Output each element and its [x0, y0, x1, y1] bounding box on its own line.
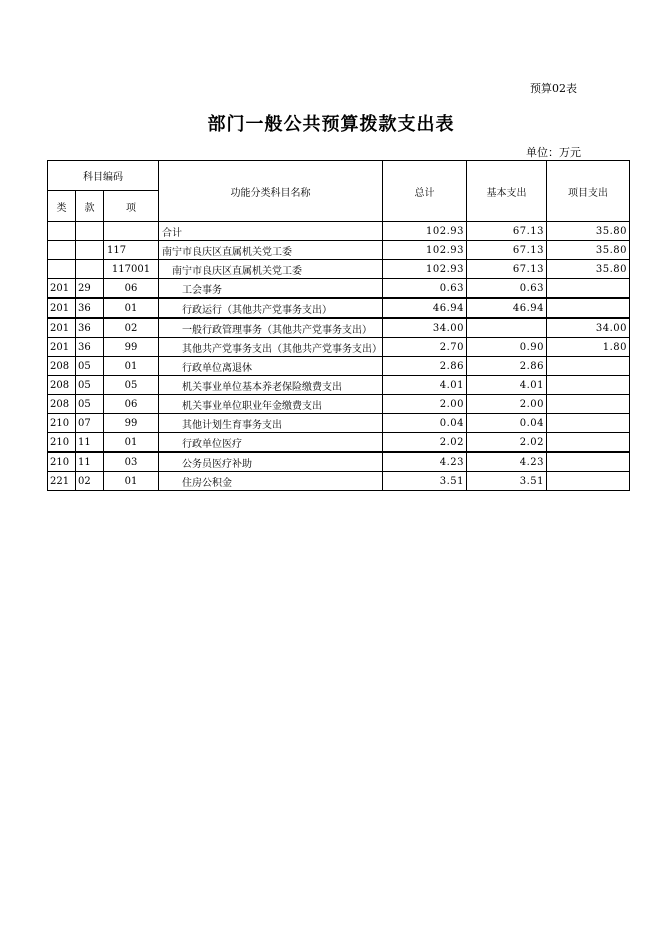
cell-total: 46.94 [383, 298, 467, 318]
cell-xiang: 117001 [104, 260, 159, 279]
cell-project [547, 357, 630, 376]
cell-xiang: 03 [104, 452, 159, 472]
cell-total: 2.86 [383, 357, 467, 376]
table-row [48, 414, 630, 433]
cell-total: 34.00 [383, 318, 467, 338]
cell-kuan: 05 [76, 395, 104, 414]
table-row [48, 241, 630, 260]
cell-lei: 201 [48, 318, 76, 338]
cell-total: 2.70 [383, 338, 467, 357]
page-title: 部门一般公共预算拨款支出表 [207, 114, 455, 135]
cell-basic: 4.23 [467, 452, 547, 472]
table-row [48, 376, 630, 395]
cell-total: 4.23 [383, 452, 467, 472]
cell-name: 一般行政管理事务（其他共产党事务支出） [159, 318, 383, 338]
cell-name: 合计 [159, 222, 383, 241]
cell-basic [467, 318, 547, 338]
cell-xiang: 01 [104, 433, 159, 453]
table-row [48, 222, 630, 241]
cell-total: 2.02 [383, 433, 467, 453]
cell-basic: 3.51 [467, 472, 547, 491]
cell-total: 4.01 [383, 376, 467, 395]
cell-basic: 67.13 [467, 241, 547, 260]
cell-project [547, 472, 630, 491]
cell-basic: 4.01 [467, 376, 547, 395]
header-kuan: 款 [76, 191, 104, 222]
cell-lei: 210 [48, 433, 76, 453]
cell-name: 南宁市良庆区直属机关党工委 [159, 241, 383, 260]
cell-lei: 208 [48, 395, 76, 414]
cell-project: 1.80 [547, 338, 630, 357]
cell-xiang: 05 [104, 376, 159, 395]
cell-total: 102.93 [383, 260, 467, 279]
cell-xiang: 01 [104, 298, 159, 318]
cell-lei: 201 [48, 338, 76, 357]
cell-name: 行政运行（其他共产党事务支出） [159, 298, 383, 318]
cell-lei: 221 [48, 472, 76, 491]
cell-xiang: 01 [104, 472, 159, 491]
cell-basic: 0.90 [467, 338, 547, 357]
cell-project: 35.80 [547, 241, 630, 260]
cell-lei [48, 222, 76, 241]
cell-basic: 2.86 [467, 357, 547, 376]
cell-project [547, 376, 630, 395]
table-row [48, 260, 630, 279]
table-row [48, 298, 630, 318]
cell-xiang [104, 222, 159, 241]
cell-kuan: 29 [76, 279, 104, 299]
cell-lei: 210 [48, 414, 76, 433]
cell-xiang: 02 [104, 318, 159, 338]
cell-project [547, 414, 630, 433]
cell-basic: 0.04 [467, 414, 547, 433]
cell-kuan: 05 [76, 357, 104, 376]
cell-kuan: 11 [76, 433, 104, 453]
cell-project: 34.00 [547, 318, 630, 338]
cell-name: 其他共产党事务支出（其他共产党事务支出） [159, 338, 383, 357]
header-xiang: 项 [104, 191, 159, 222]
cell-xiang: 117 [104, 241, 159, 260]
table-row [48, 279, 630, 299]
cell-total: 0.63 [383, 279, 467, 299]
cell-project [547, 433, 630, 453]
header-basic: 基本支出 [467, 161, 547, 222]
cell-xiang: 99 [104, 414, 159, 433]
cell-basic: 46.94 [467, 298, 547, 318]
cell-project: 35.80 [547, 222, 630, 241]
cell-total: 0.04 [383, 414, 467, 433]
cell-kuan: 05 [76, 376, 104, 395]
cell-kuan [76, 260, 104, 279]
cell-basic: 2.00 [467, 395, 547, 414]
cell-kuan: 36 [76, 298, 104, 318]
header-lei: 类 [48, 191, 76, 222]
table-row [48, 338, 630, 357]
cell-xiang: 06 [104, 279, 159, 299]
budget-table [47, 160, 630, 491]
cell-project [547, 298, 630, 318]
cell-kuan [76, 222, 104, 241]
cell-lei [48, 260, 76, 279]
cell-basic: 67.13 [467, 260, 547, 279]
cell-lei: 210 [48, 452, 76, 472]
cell-kuan: 36 [76, 338, 104, 357]
form-number: 预算02表 [530, 82, 577, 95]
table-row [48, 433, 630, 453]
cell-kuan: 07 [76, 414, 104, 433]
cell-lei: 208 [48, 357, 76, 376]
cell-xiang: 06 [104, 395, 159, 414]
cell-name: 公务员医疗补助 [159, 452, 383, 472]
cell-xiang: 99 [104, 338, 159, 357]
cell-kuan: 11 [76, 452, 104, 472]
cell-total: 102.93 [383, 222, 467, 241]
cell-name: 机关事业单位基本养老保险缴费支出 [159, 376, 383, 395]
cell-lei: 208 [48, 376, 76, 395]
cell-total: 2.00 [383, 395, 467, 414]
cell-kuan: 02 [76, 472, 104, 491]
unit-label: 单位：万元 [526, 146, 581, 159]
table-row [48, 318, 630, 338]
table-row [48, 357, 630, 376]
header-project: 项目支出 [547, 161, 630, 222]
cell-name: 其他计划生育事务支出 [159, 414, 383, 433]
table-row [48, 395, 630, 414]
header-name: 功能分类科目名称 [159, 161, 383, 222]
cell-name: 南宁市良庆区直属机关党工委 [159, 260, 383, 279]
cell-project: 35.80 [547, 260, 630, 279]
cell-basic: 2.02 [467, 433, 547, 453]
cell-lei [48, 241, 76, 260]
cell-name: 住房公积金 [159, 472, 383, 491]
cell-basic: 0.63 [467, 279, 547, 299]
table-row [48, 452, 630, 472]
cell-kuan [76, 241, 104, 260]
cell-project [547, 452, 630, 472]
cell-xiang: 01 [104, 357, 159, 376]
cell-project [547, 395, 630, 414]
cell-lei: 201 [48, 279, 76, 299]
header-code-group: 科目编码 [48, 161, 159, 191]
cell-name: 行政单位离退休 [159, 357, 383, 376]
cell-name: 工会事务 [159, 279, 383, 299]
cell-total: 3.51 [383, 472, 467, 491]
cell-kuan: 36 [76, 318, 104, 338]
cell-name: 机关事业单位职业年金缴费支出 [159, 395, 383, 414]
table-body [48, 222, 630, 491]
table-row [48, 472, 630, 491]
cell-lei: 201 [48, 298, 76, 318]
cell-basic: 67.13 [467, 222, 547, 241]
cell-project [547, 279, 630, 299]
header-total: 总计 [383, 161, 467, 222]
cell-name: 行政单位医疗 [159, 433, 383, 453]
cell-total: 102.93 [383, 241, 467, 260]
